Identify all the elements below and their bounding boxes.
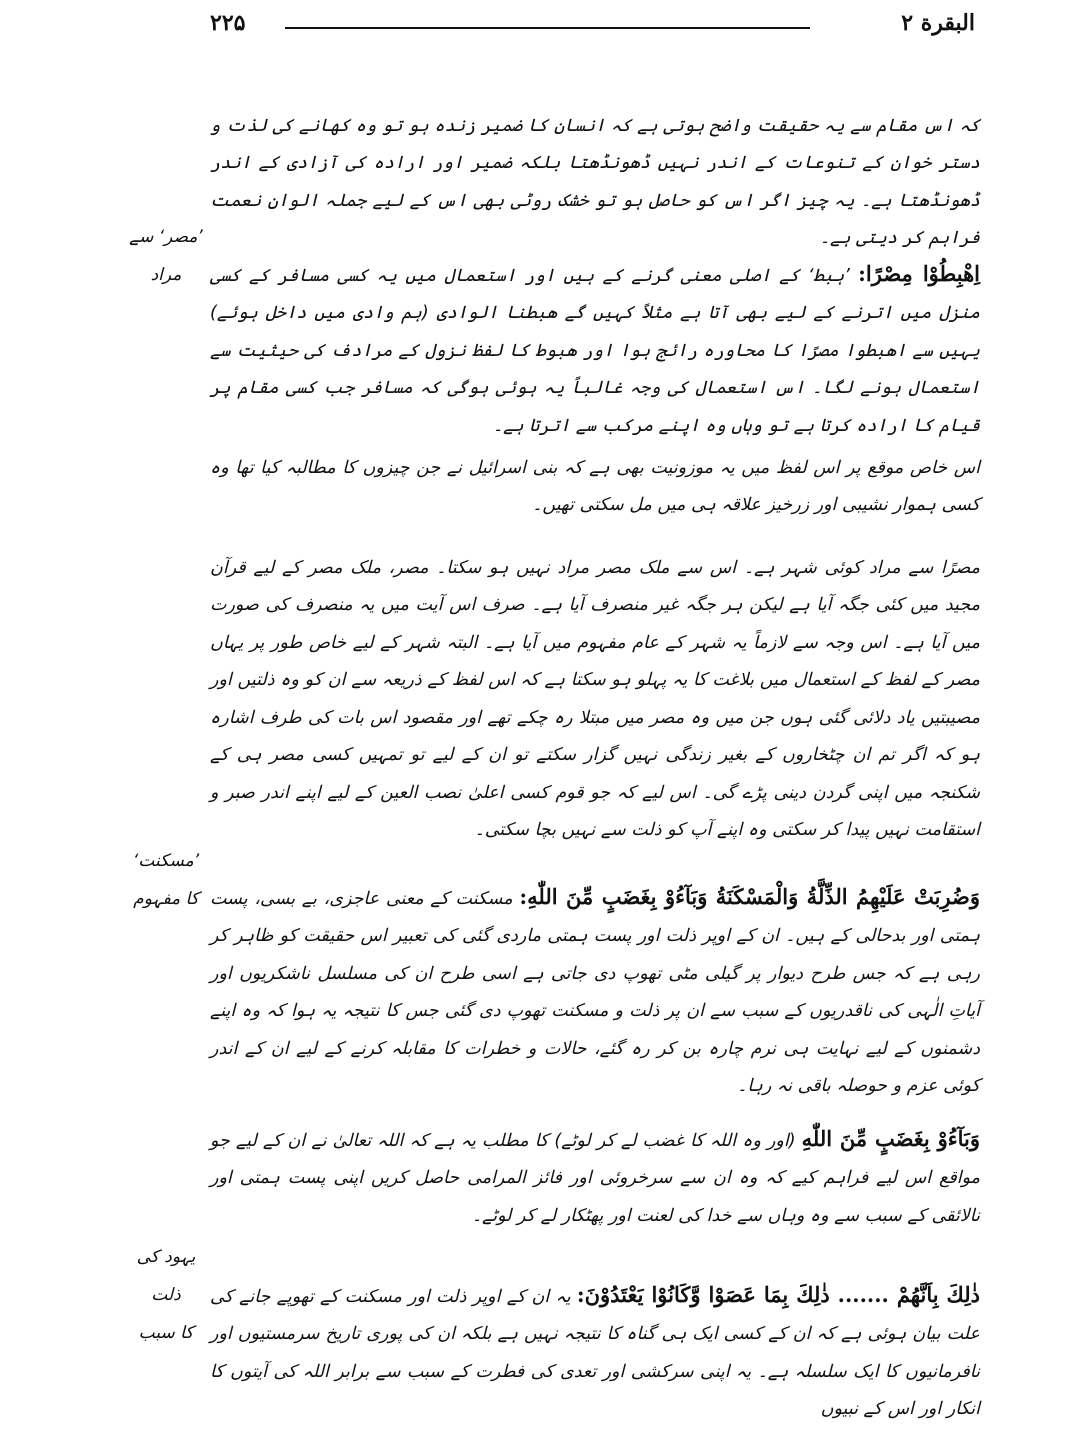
margin-note-misr: ’مصر‘ سے مراد bbox=[129, 227, 203, 285]
paragraph-3: اس خاص موقع پر اس لفظ میں یہ موزونیت بھی ہے کہ بنی اسرائیل نے جن چیزوں کا مطالبہ کیا تھا وہ کسی ہموار نشیبی اور زرخیز علاقہ ہی میں مل سکتی تھیں۔ bbox=[210, 457, 980, 515]
verse-excerpt: وَبَآءُوْ بِغَضَبٍ مِّنَ اللّٰهِ bbox=[801, 1125, 980, 1151]
page-header bbox=[210, 8, 975, 42]
paragraph-2: اِهْبِطُوْا مِصْرًا: ’ہبط‘ کے اصلی معنی گرنے کے ہیں اور استعمال میں یہ کسی مسافر کے کسی منزل میں اترنے کے لیے بھی آتا ہے مثلاً کہیں گے هبطنا الوادی (ہم وادی میں داخل ہوئے) یہیں سے اهبطوا مصرًا کا محاورہ رائج ہوا اور هبوط کا لفظ نزول کے مرادف کی حیثیت سے استعمال ہونے لگا۔ اس استعمال کی وجہ غالباً یہ ہوئی ہوگی کہ مسافر جب کسی مقام پر قیام کا ارادہ کرتا ہے تو وہاں وہ اپنے مرکب سے اترتا ہے۔ bbox=[210, 260, 980, 436]
margin-note-maskanat: ’مسکنت‘ کا مفہوم bbox=[132, 851, 200, 909]
paragraph-5: وَضُرِبَتْ عَلَيْهِمُ الذِّلَّةُ وَالْمَسْكَنَةُ وَبَآءُوْ بِغَضَبٍ مِّنَ اللّٰهِ: مسکنت کے معنی عاجزی، بے بسی، پست ہمتی اور بدحالی کے ہیں۔ ان کے اوپر ذلت اور پست ہمتی ماردی گئی کی تعبیر اس حقیقت کو ظاہر کر رہی ہے کہ جس طرح دیوار پر گیلی مٹی تھوپ دی جاتی ہے اسی طرح ان کی مسلسل ناشکریوں اور آیاتِ الٰہی کی ناقدریوں کے سبب سے ان پر ذلت و مسکنت تھوپ دی گئی جس کا نتیجہ یہ ہوا کہ وہ اپنے دشمنوں کے لیے نہایت ہی نرم چارہ بن کر رہ گئے، حالات و خطرات کا مقابلہ کرنے کے لیے ان کے اندر کوئی عزم و حوصلہ باقی نہ رہا۔ bbox=[210, 883, 980, 1096]
paragraph-7: ذٰلِكَ بِاَنَّهُمْ ....... ذٰلِكَ بِمَا عَصَوْا وَّكَانُوْا يَعْتَدُوْنَ: یہ ان کے اوپر ذلت اور مسکنت کے تھوپے جانے کی علت بیان ہوئی ہے کہ ان کے کسی ایک ہی گناہ کا نتیجہ نہیں ہے بلکہ ان کی پوری تاریخ سرمستیوں اور نافرمانیوں کا ایک سلسلہ ہے۔ یہ اپنی سرکشی اور تعدی کی فطرت کے سبب سے برابر اللہ کی آیتوں کا انکار اور اس کے نبیوں bbox=[210, 1281, 980, 1419]
verse-excerpt: وَضُرِبَتْ عَلَيْهِمُ الذِّلَّةُ وَالْمَسْكَنَةُ وَبَآءُوْ بِغَضَبٍ مِّنَ اللّٰهِ: bbox=[519, 883, 980, 909]
header-rule bbox=[285, 27, 810, 29]
surah-title: البقرة ۲ bbox=[901, 10, 975, 36]
page-number: ۲۲۵ bbox=[210, 10, 246, 36]
verse-excerpt: اِهْبِطُوْا مِصْرًا: bbox=[858, 260, 980, 286]
paragraph-6: وَبَآءُوْ بِغَضَبٍ مِّنَ اللّٰهِ (اور وہ اللہ کا غضب لے کر لوٹے) کا مطلب یہ ہے کہ اللہ تعالیٰ نے ان کے لیے جو مواقع اس لیے فراہم کیے کہ وہ ان سے سرخروئی اور فائز المرامی حاصل کریں اپنی پست ہمتی اور نالائقی کے سبب سے وہ وہاں سے خدا کی لعنت اور پھٹکار لے کر لوٹے۔ bbox=[210, 1125, 980, 1226]
verse-excerpt: ذٰلِكَ بِاَنَّهُمْ ....... ذٰلِكَ بِمَا عَصَوْا وَّكَانُوْا يَعْتَدُوْنَ: bbox=[576, 1281, 980, 1307]
paragraph-1: کہ اس مقام سے یہ حقیقت واضح ہوتی ہے کہ انسان کا ضمیر زندہ ہو تو وہ کھانے کی لذت و دستر خوان کے تنوعات کے اندر نہیں ڈھونڈھتا بلکہ ضمیر اور ارادہ کی آزادی کے اندر ڈھونڈھتا ہے۔ یہ چیز اگر اس کو حاصل ہو تو خشک روٹی بھی اس کے لیے جملہ الوانِ نعمت فراہم کر دیتی ہے۔ bbox=[210, 115, 980, 248]
margin-note-yahood: یہود کی ذلت کا سبب bbox=[136, 1247, 196, 1343]
paragraph-4: مصرًا سے مراد کوئی شہر ہے۔ اس سے ملک مصر مراد نہیں ہو سکتا۔ مصر، ملک مصر کے لیے قرآن مجید میں کئی جگہ آیا ہے لیکن ہر جگہ غیر منصرف آیا ہے۔ صرف اس آیت میں یہ منصرف کی صورت میں آیا ہے۔ اس وجہ سے لازماً یہ شہر کے عام مفہوم میں آیا ہے۔ البتہ شہر کے لیے خاص طور پر یہاں مصر کے لفظ کے استعمال میں بلاغت کا یہ پہلو ہو سکتا ہے کہ اس لفظ کے ذریعہ سے ان کو وہ ذلتیں اور مصیبتیں یاد دلائی گئی ہوں جن میں وہ مصر میں مبتلا رہ چکے تھے اور مقصود اس بات کی طرف اشارہ ہو کہ اگر تم ان چٹخاروں کے بغیر زندگی نہیں گزار سکتے تو ان کے لیے تو تمہیں کسی مصر ہی کے شکنجہ میں اپنی گردن دینی پڑے گی۔ اس لیے کہ جو قوم کسی اعلیٰ نصب العین کے لیے اپنے اندر صبر و استقامت نہیں پیدا کر سکتی وہ اپنے آپ کو ذلت سے نہیں بچا سکتی۔ bbox=[210, 557, 980, 840]
